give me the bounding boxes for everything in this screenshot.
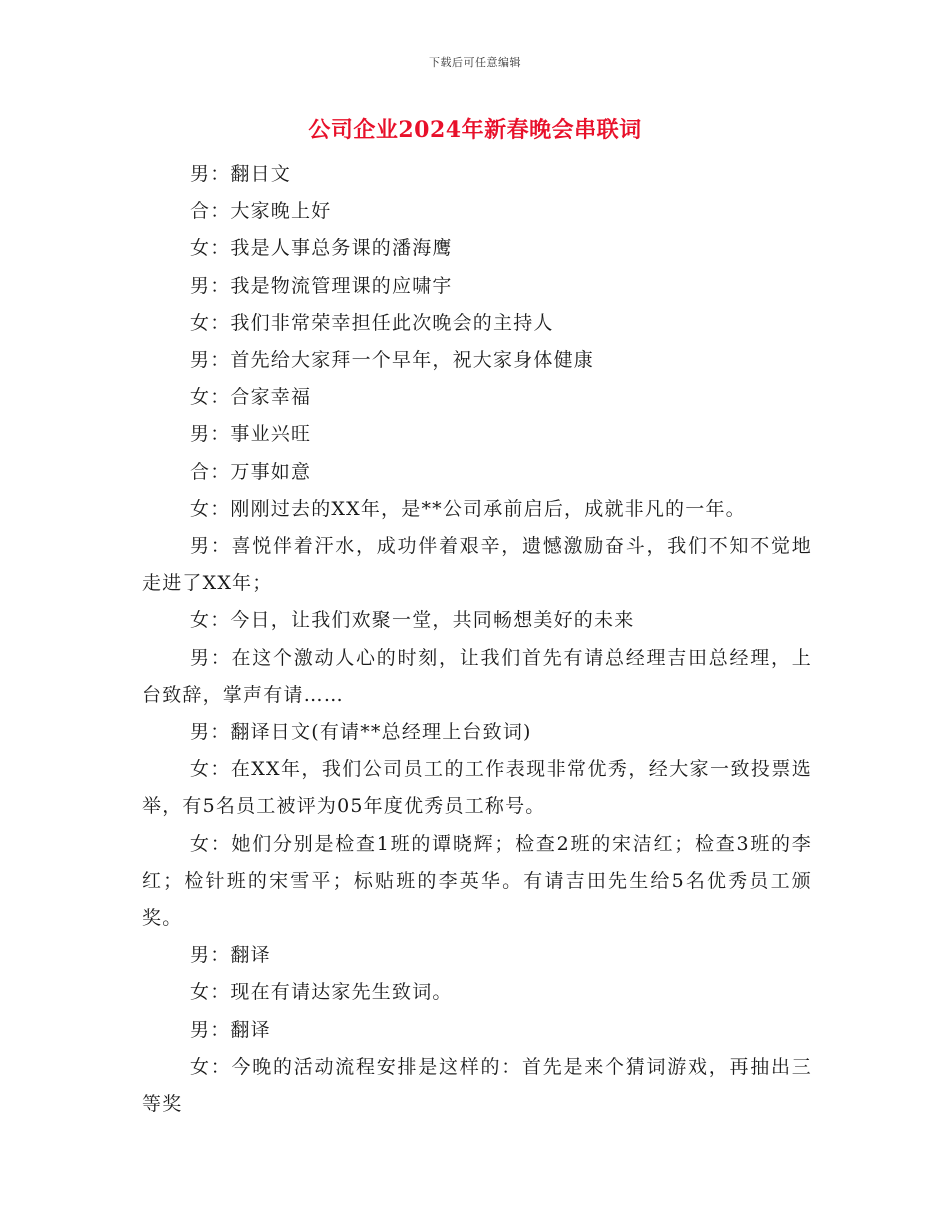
- paragraph: 男：翻译: [190, 1018, 271, 1041]
- paragraph: 男：事业兴旺: [190, 423, 312, 446]
- paragraph: 男：翻日文: [190, 163, 292, 185]
- paragraph: 女：她们分别是检查1班的谭晓辉；检查2班的宋洁红；检查3班的李红；检针班的宋雪平；标贴班的李英华。有请吉田先生给5名优秀员工颁奖。: [142, 832, 812, 930]
- paragraph: 男：在这个激动人心的时刻，让我们首先有请总经理吉田总经理，上台致辞，掌声有请……: [142, 646, 812, 706]
- paragraph: 女：今晚的活动流程安排是这样的：首先是来个猜词游戏，再抽出三等奖: [142, 1055, 812, 1116]
- page-header: 下载后可任意编辑: [429, 56, 521, 69]
- document-title: 公司企业2024年新春晚会串联词: [308, 117, 642, 143]
- paragraph: 男：我是物流管理课的应啸宇: [190, 274, 453, 297]
- paragraph: 合：大家晚上好: [190, 200, 332, 223]
- paragraph: 男：翻译: [190, 944, 271, 967]
- paragraph: 女：合家幸福: [190, 386, 312, 409]
- paragraph: 女：我是人事总务课的潘海鹰: [190, 237, 453, 260]
- paragraph: 合：万事如意: [190, 460, 312, 483]
- paragraph: 女：现在有请达家先生致词。: [190, 981, 453, 1004]
- paragraph: 男：喜悦伴着汗水，成功伴着艰辛，遗憾激励奋斗，我们不知不觉地走进了XX年；: [142, 535, 812, 595]
- paragraph: 女：我们非常荣幸担任此次晚会的主持人: [190, 311, 554, 334]
- paragraph: 男：翻译日文(有请**总经理上台致词): [190, 721, 532, 744]
- paragraph: 女：在XX年，我们公司员工的工作表现非常优秀，经大家一致投票选举，有5名员工被评为05年度优秀员工称号。: [142, 758, 812, 818]
- paragraph: 女：今日，让我们欢聚一堂，共同畅想美好的未来: [190, 609, 635, 632]
- paragraph: 男：首先给大家拜一个早年，祝大家身体健康: [190, 349, 595, 372]
- document-body: [142, 156, 812, 1123]
- paragraph: 女：刚刚过去的XX年，是**公司承前启后，成就非凡的一年。: [190, 497, 746, 520]
